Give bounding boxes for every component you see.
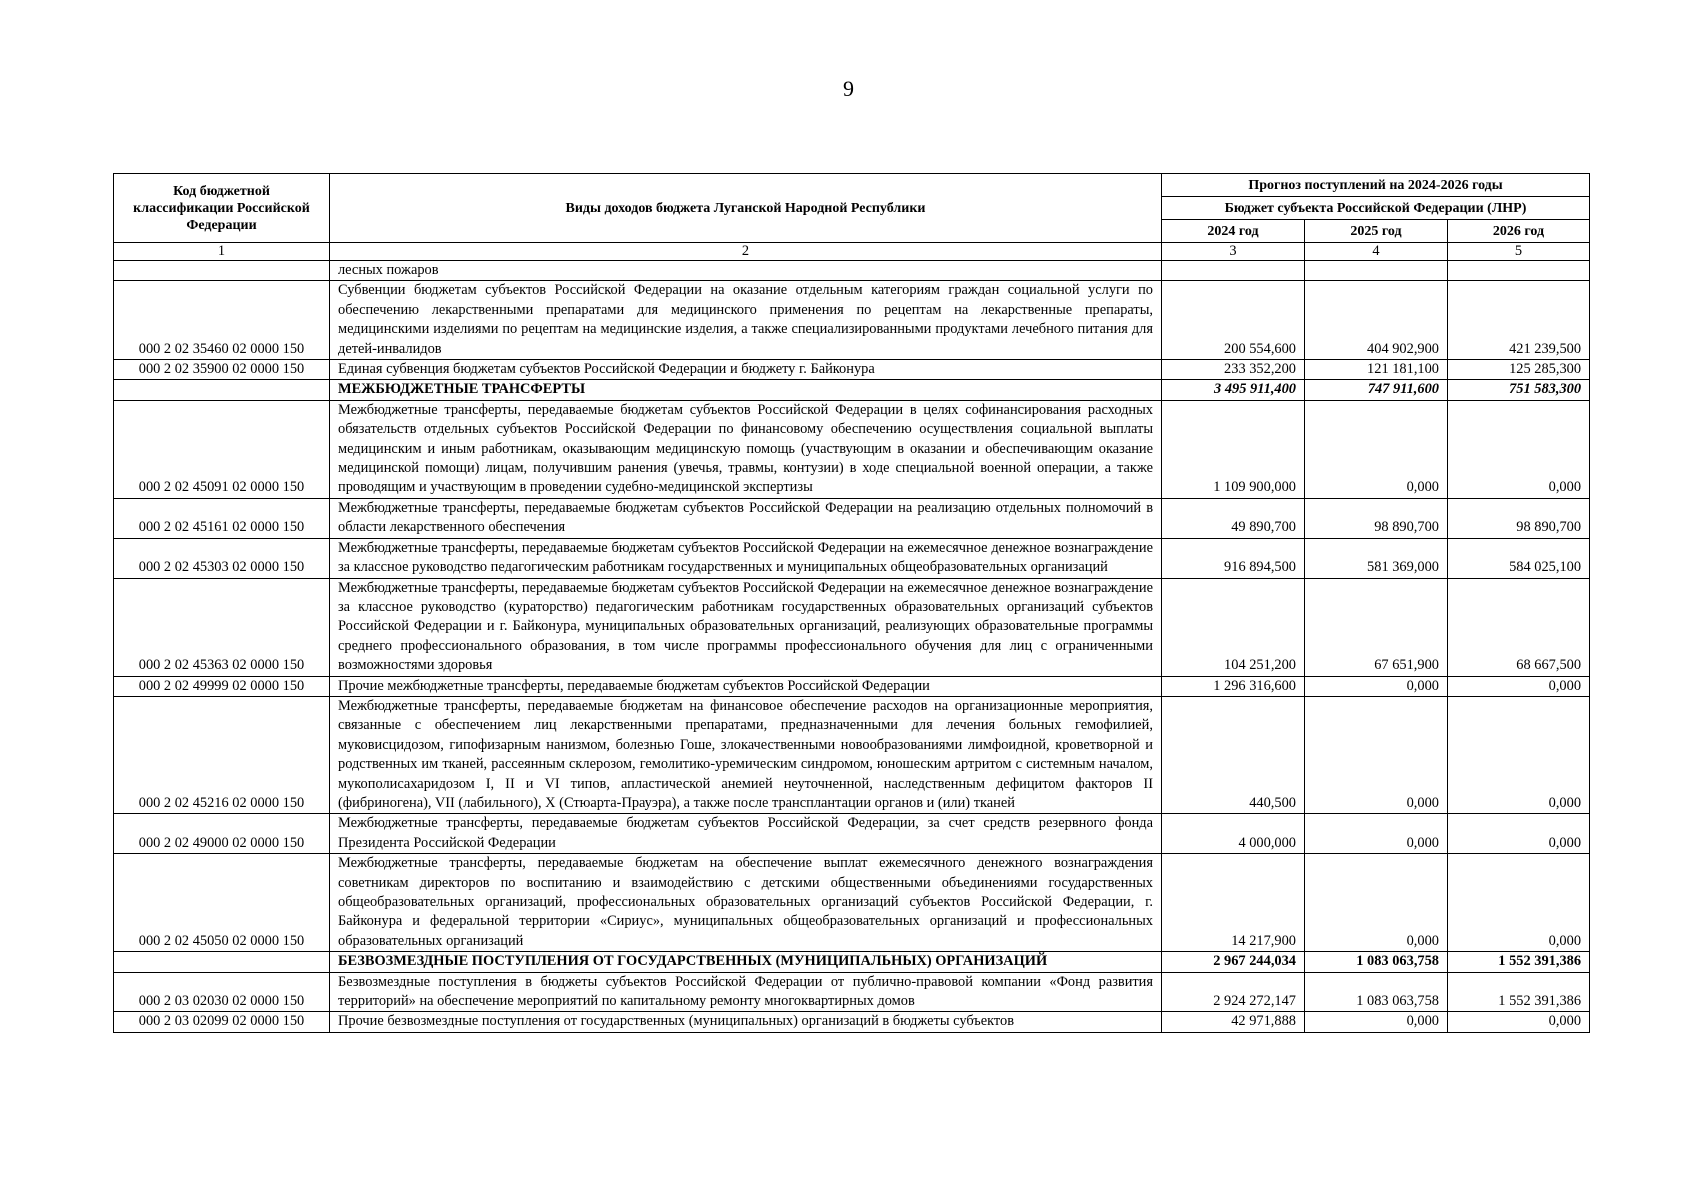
row-code <box>114 380 330 400</box>
section-title: БЕЗВОЗМЕЗДНЫЕ ПОСТУПЛЕНИЯ ОТ ГОСУДАРСТВЕННЫХ (МУНИЦИПАЛЬНЫХ) ОРГАНИЗАЦИЙ <box>330 952 1162 972</box>
row-code: 000 2 02 45161 02 0000 150 <box>114 498 330 538</box>
row-value-2024: 49 890,700 <box>1162 498 1305 538</box>
row-description: Субвенции бюджетам субъектов Российской Федерации на оказание отдельным категориям граждан социальной услуги по обеспечению лекарственными препаратами для медицинского применения по рецептам на лекарственные препараты, медицинскими изделиями по рецептам на медицинские изделия, а также специализированными продуктами лечебного питания для детей-инвалидов <box>330 281 1162 360</box>
row-code: 000 2 02 35460 02 0000 150 <box>114 281 330 360</box>
row-value-2024 <box>1162 261 1305 281</box>
row-value-2024: 1 109 900,000 <box>1162 400 1305 498</box>
header-description: Виды доходов бюджета Луганской Народной Республики <box>330 174 1162 243</box>
table-row <box>114 1012 1590 1032</box>
row-description: Межбюджетные трансферты, передаваемые бюджетам субъектов Российской Федерации, за счет средств резервного фонда Президента Российской Федерации <box>330 814 1162 854</box>
page-number: 9 <box>843 76 854 101</box>
row-value-2025: 98 890,700 <box>1305 498 1448 538</box>
row-description: Межбюджетные трансферты, передаваемые бюджетам субъектов Российской Федерации в целях софинансирования расходных обязательств отдельных субъектов Российской Федерации по финансовому обеспечению осуществления социальной выплаты медицинским и иным работникам, оказывающим медицинскую помощь (участвующим в оказании и обеспечивающим оказание медицинской помощи) лицам, получившим ранения (увечья, травмы, контузии) в ходе специальной военной операции, а также проводящим и участвующим в проведении судебно-медицинской экспертизы <box>330 400 1162 498</box>
row-value-2025: 0,000 <box>1305 696 1448 813</box>
header-year-2024: 2024 год <box>1162 220 1305 243</box>
row-code: 000 2 02 35900 02 0000 150 <box>114 360 330 380</box>
row-value-2024: 4 000,000 <box>1162 814 1305 854</box>
row-value-2025: 0,000 <box>1305 1012 1448 1032</box>
row-value-2026: 98 890,700 <box>1448 498 1590 538</box>
row-value-2025: 0,000 <box>1305 854 1448 952</box>
row-description: Межбюджетные трансферты, передаваемые бюджетам на обеспечение выплат ежемесячного денежного вознаграждения советникам директоров по воспитанию и взаимодействию с детскими общественными объединениями государственных общеобразовательных организаций, профессиональных образовательных организаций субъектов Российской Федерации, г. Байконура и федеральной территории «Сириус», муниципальных общеобразовательных организаций и профессиональных образовательных организаций <box>330 854 1162 952</box>
row-value-2025: 747 911,600 <box>1305 380 1448 400</box>
row-code <box>114 261 330 281</box>
row-code: 000 2 02 49999 02 0000 150 <box>114 676 330 696</box>
budget-table <box>113 173 1590 1033</box>
column-number: 4 <box>1305 243 1448 261</box>
row-code: 000 2 02 45363 02 0000 150 <box>114 578 330 676</box>
row-value-2024: 3 495 911,400 <box>1162 380 1305 400</box>
row-value-2025: 121 181,100 <box>1305 360 1448 380</box>
row-value-2025: 581 369,000 <box>1305 538 1448 578</box>
row-code: 000 2 02 45050 02 0000 150 <box>114 854 330 952</box>
row-value-2024: 233 352,200 <box>1162 360 1305 380</box>
header-code: Код бюджетной классификации Российской Федерации <box>114 174 330 243</box>
table-row <box>114 261 1590 281</box>
row-value-2025: 1 083 063,758 <box>1305 952 1448 972</box>
row-value-2025: 1 083 063,758 <box>1305 972 1448 1012</box>
row-code: 000 2 03 02099 02 0000 150 <box>114 1012 330 1032</box>
row-value-2025: 67 651,900 <box>1305 578 1448 676</box>
column-number: 5 <box>1448 243 1590 261</box>
column-number-row <box>114 243 1590 261</box>
table-row <box>114 281 1590 360</box>
row-description: Прочие межбюджетные трансферты, передаваемые бюджетам субъектов Российской Федерации <box>330 676 1162 696</box>
row-value-2024: 2 924 272,147 <box>1162 972 1305 1012</box>
row-description: Межбюджетные трансферты, передаваемые бюджетам субъектов Российской Федерации на ежемесячное денежное вознаграждение за классное руководство педагогическим работникам государственных и муниципальных общеобразовательных организаций <box>330 538 1162 578</box>
header-forecast: Прогноз поступлений на 2024-2026 годы <box>1162 174 1590 197</box>
table-row <box>114 578 1590 676</box>
section-title: МЕЖБЮДЖЕТНЫЕ ТРАНСФЕРТЫ <box>330 380 1162 400</box>
row-value-2024: 916 894,500 <box>1162 538 1305 578</box>
table-row <box>114 400 1590 498</box>
row-value-2024: 2 967 244,034 <box>1162 952 1305 972</box>
row-value-2026: 0,000 <box>1448 814 1590 854</box>
section-row <box>114 952 1590 972</box>
row-value-2024: 42 971,888 <box>1162 1012 1305 1032</box>
row-value-2024: 1 296 316,600 <box>1162 676 1305 696</box>
row-code <box>114 952 330 972</box>
row-description: лесных пожаров <box>330 261 1162 281</box>
row-value-2026: 0,000 <box>1448 400 1590 498</box>
row-value-2026 <box>1448 261 1590 281</box>
row-value-2025: 404 902,900 <box>1305 281 1448 360</box>
section-row <box>114 380 1590 400</box>
row-value-2026: 68 667,500 <box>1448 578 1590 676</box>
row-value-2025: 0,000 <box>1305 400 1448 498</box>
column-number: 3 <box>1162 243 1305 261</box>
row-value-2026: 1 552 391,386 <box>1448 972 1590 1012</box>
row-value-2026: 0,000 <box>1448 1012 1590 1032</box>
table-row <box>114 814 1590 854</box>
row-code: 000 2 02 49000 02 0000 150 <box>114 814 330 854</box>
header-year-2025: 2025 год <box>1305 220 1448 243</box>
row-code: 000 2 02 45303 02 0000 150 <box>114 538 330 578</box>
table-row <box>114 360 1590 380</box>
header-year-2026: 2026 год <box>1448 220 1590 243</box>
column-number: 2 <box>330 243 1162 261</box>
row-value-2024: 200 554,600 <box>1162 281 1305 360</box>
table-row <box>114 972 1590 1012</box>
table-row <box>114 538 1590 578</box>
row-value-2026: 751 583,300 <box>1448 380 1590 400</box>
row-value-2026: 421 239,500 <box>1448 281 1590 360</box>
row-value-2024: 104 251,200 <box>1162 578 1305 676</box>
row-code: 000 2 03 02030 02 0000 150 <box>114 972 330 1012</box>
row-value-2025: 0,000 <box>1305 676 1448 696</box>
row-code: 000 2 02 45091 02 0000 150 <box>114 400 330 498</box>
table-row <box>114 676 1590 696</box>
row-value-2026: 0,000 <box>1448 676 1590 696</box>
row-description: Межбюджетные трансферты, передаваемые бюджетам на финансовое обеспечение расходов на организационные мероприятия, связанные с обеспечением лиц лекарственными препаратами, предназначенными для лечения больных гемофилией, муковисцидозом, гипофизарным нанизмом, болезнью Гоше, злокачественными новообразованиями лимфоидной, кроветворной и родственных им тканей, рассеянным склерозом, гемолитико-уремическим синдромом, юношеским артритом с системным началом, мукополисахаридозом I, II и VI типов, апластической анемией неуточненной, наследственным дефицитом факторов II (фибриногена), VII (лабильного), X (Стюарта-Прауэра), а также после трансплантации органов и (или) тканей <box>330 696 1162 813</box>
row-value-2025: 0,000 <box>1305 814 1448 854</box>
row-code: 000 2 02 45216 02 0000 150 <box>114 696 330 813</box>
row-value-2026: 1 552 391,386 <box>1448 952 1590 972</box>
table-row <box>114 854 1590 952</box>
row-value-2026: 125 285,300 <box>1448 360 1590 380</box>
row-description: Межбюджетные трансферты, передаваемые бюджетам субъектов Российской Федерации на ежемесячное денежное вознаграждение за классное руководство (кураторство) педагогическим работникам государственных образовательных организаций субъектов Российской Федерации и г. Байконура, муниципальных образовательных организаций, реализующих образовательные программы среднего профессионального образования, в том числе программы профессионального обучения для лиц с ограниченными возможностями здоровья <box>330 578 1162 676</box>
row-value-2026: 0,000 <box>1448 696 1590 813</box>
row-value-2025 <box>1305 261 1448 281</box>
row-value-2026: 0,000 <box>1448 854 1590 952</box>
table-row <box>114 696 1590 813</box>
row-description: Прочие безвозмездные поступления от государственных (муниципальных) организаций в бюджеты субъектов <box>330 1012 1162 1032</box>
column-number: 1 <box>114 243 330 261</box>
row-value-2026: 584 025,100 <box>1448 538 1590 578</box>
row-description: Межбюджетные трансферты, передаваемые бюджетам субъектов Российской Федерации на реализацию отдельных полномочий в области лекарственного обеспечения <box>330 498 1162 538</box>
row-value-2024: 14 217,900 <box>1162 854 1305 952</box>
row-description: Единая субвенция бюджетам субъектов Российской Федерации и бюджету г. Байконура <box>330 360 1162 380</box>
table-row <box>114 498 1590 538</box>
header-budget: Бюджет субъекта Российской Федерации (ЛНР) <box>1162 197 1590 220</box>
row-description: Безвозмездные поступления в бюджеты субъектов Российской Федерации от публично-правовой компании «Фонд развития территорий» на обеспечение мероприятий по капитальному ремонту многоквартирных домов <box>330 972 1162 1012</box>
row-value-2024: 440,500 <box>1162 696 1305 813</box>
